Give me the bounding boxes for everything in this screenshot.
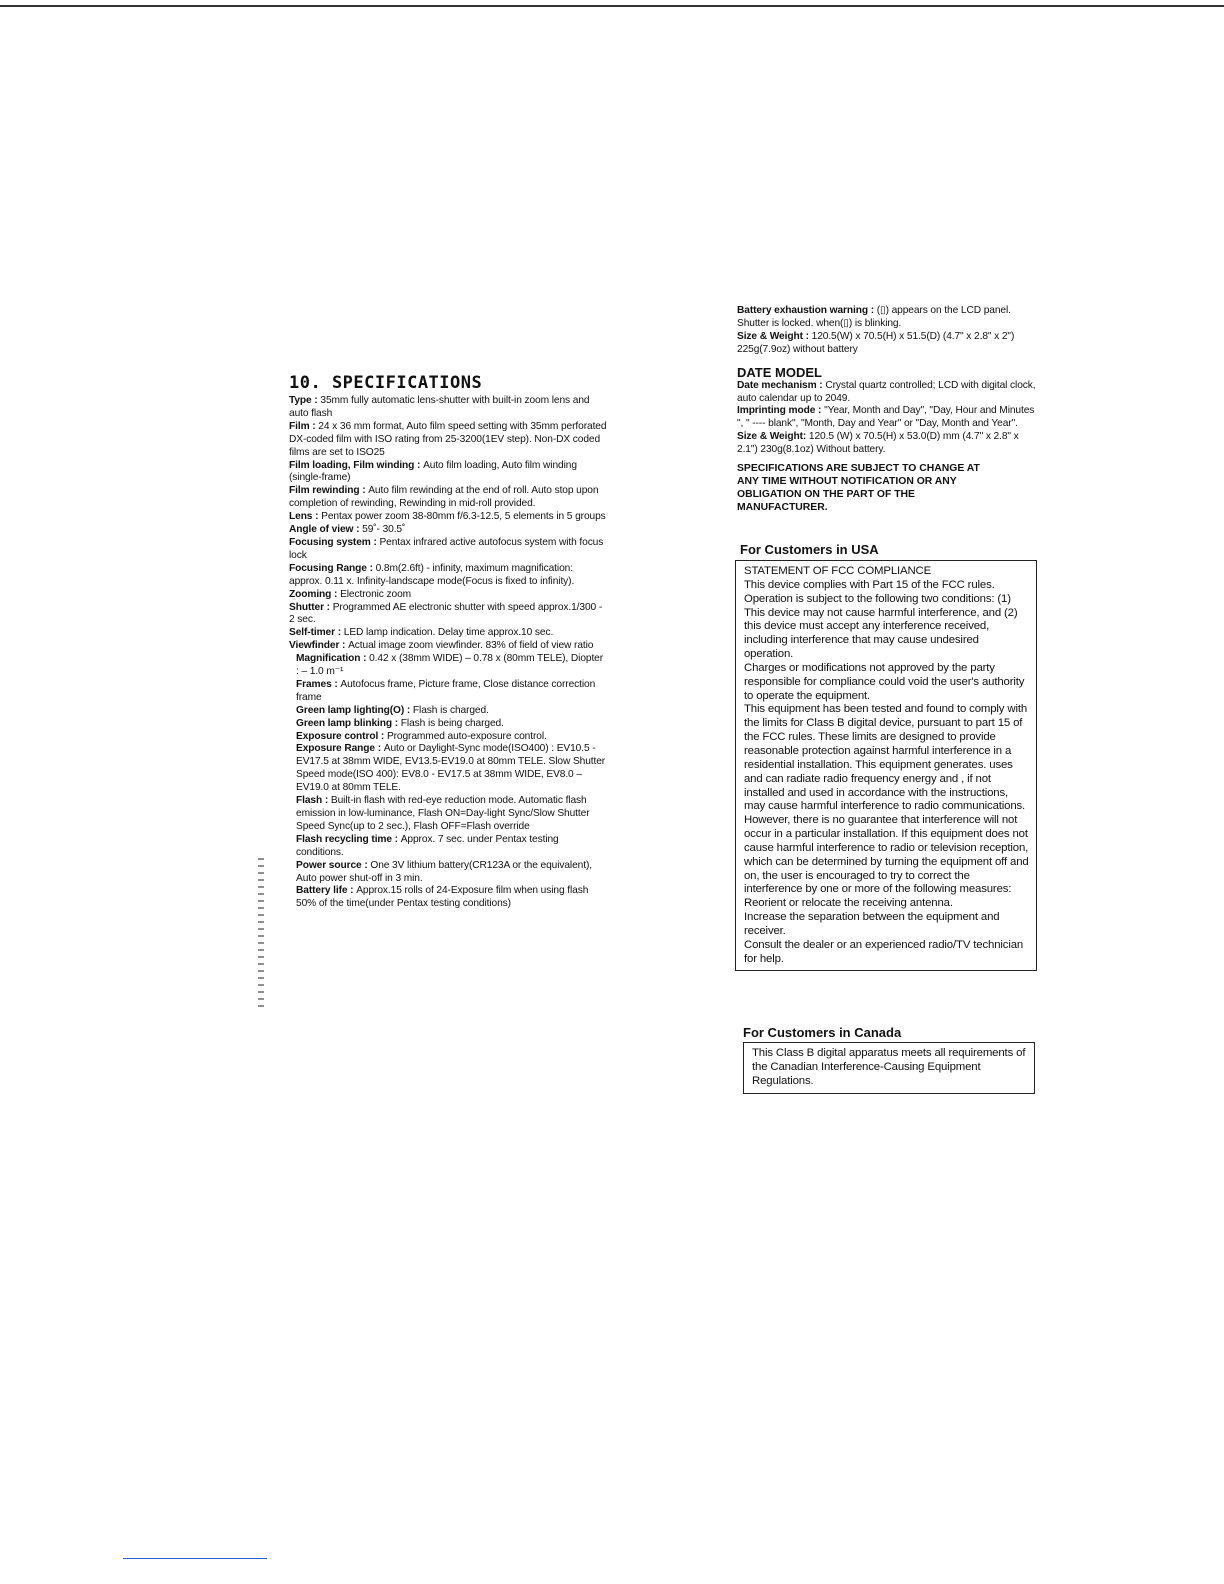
spec-text: Crystal quartz controlled; LCD with digital clock, auto calendar up to 2049. — [737, 379, 1036, 404]
spec-label: Green lamp lighting(O) : — [296, 704, 413, 716]
fcc-statement-box — [735, 560, 1037, 971]
usa-customers-title: For Customers in USA — [740, 542, 879, 557]
spec-label: Lens : — [289, 511, 322, 523]
spec-text: Electronic zoom — [340, 588, 412, 600]
specifications-column — [289, 372, 607, 911]
spec-text: 120.5 (W) x 70.5(H) x 53.0(D) mm (4.7" x 2.8" x 2.1") 230g(8.1oz) Without battery. — [737, 431, 1019, 456]
spec-label: Flash recycling time : — [296, 833, 401, 845]
spec-text: Programmed auto-exposure control. — [386, 730, 547, 742]
canada-statement-box — [743, 1042, 1035, 1094]
battery-warning-item — [737, 305, 1037, 331]
spec-text: Actual image zoom viewfinder. 83% of field of view ratio — [348, 640, 594, 652]
spec-text: 0.8m(2.6ft) - infinity, maximum magnification: approx. 0.11 x. Infinity-landscape mode(Focus is fixed to infinity). — [289, 562, 575, 587]
spec-item — [289, 834, 607, 860]
spec-label: Zooming : — [289, 588, 341, 600]
fcc-measure: Reorient or relocate the receiving antenna. — [744, 897, 953, 910]
spec-item — [289, 743, 607, 795]
spec-text: Programmed AE electronic shutter with speed approx.1/300 - 2 sec. — [289, 601, 603, 626]
spec-item — [289, 563, 607, 589]
date-size-weight-item — [737, 431, 1037, 457]
spec-label: Self-timer : — [289, 627, 344, 639]
spec-text: (▯) appears on the LCD panel. Shutter is locked. when(▯) is blinking. — [737, 305, 1011, 329]
spec-text: Auto or Daylight-Sync mode(ISO400) : EV10.5 - EV17.5 at 38mm WIDE, EV13.5-EV19.0 at 80mm TELE. Slow Shutter Speed mode(ISO 400): EV8.0 - EV17.5 at 38mm WIDE, EV8.0 – EV19.0 at 80mm TELE. — [296, 743, 606, 794]
date-mechanism-item — [737, 380, 1037, 406]
spec-item — [289, 485, 607, 511]
canada-customers-title: For Customers in Canada — [743, 1025, 902, 1040]
fcc-measure: Consult the dealer or an experienced radio/TV technician for help. — [744, 938, 1024, 965]
spec-text: 59˚- 30.5˚ — [362, 524, 406, 536]
spec-label: Focusing system : — [289, 536, 380, 548]
spec-label: Film : — [289, 420, 319, 432]
binding-marks — [258, 858, 264, 1008]
spec-text: Pentax power zoom 38-80mm f/6.3-12.5, 5 elements in 5 groups — [321, 511, 606, 523]
spec-label: Exposure Range : — [296, 743, 384, 755]
spec-label: Shutter : — [289, 601, 333, 613]
spec-label: Battery exhaustion warning : — [737, 305, 877, 316]
spec-text: Flash is being charged. — [400, 717, 504, 729]
spec-item — [289, 731, 607, 744]
spec-label: Flash : — [296, 795, 331, 807]
spec-item — [289, 395, 607, 421]
spec-item — [289, 640, 607, 653]
spec-label: Date mechanism : — [737, 379, 826, 391]
spec-text: "Year, Month and Day", "Day, Hour and Minutes ", " ---- blank", "Month, Day and Year" or "Day, Month and Year". — [737, 405, 1035, 430]
spec-label: Angle of view : — [289, 524, 363, 536]
spec-label: Exposure control : — [296, 730, 387, 742]
fcc-statement-title: STATEMENT OF FCC COMPLIANCE — [744, 565, 932, 577]
fcc-measure: Increase the separation between the equipment and receiver. — [744, 911, 1000, 937]
fcc-paragraph: This equipment has been tested and found to comply with the limits for Class B digital device, pursuant to part 15 of the FCC rules. These limits are designed to provide reasonable protection against harmful interference in a residential installation. This equipment generates. uses and can radiate radio frequency energy and , if not installed and used in accordance with the instructions, may cause harmful interference to radio communications. However, there is no guarantee that interference will not occur in a particular installation. If this equipment does not cause harmful interference to radio or television reception, which can be determined by turning the equipment off and on, the user is encouraged to try to correct the interference by one or more of the following measures: — [744, 703, 1029, 896]
spec-text: 0.42 x (38mm WIDE) – 0.78 x (80mm TELE), Diopter : – 1.0 m⁻¹ — [296, 653, 604, 678]
spec-label: Film rewinding : — [289, 485, 369, 497]
spec-item — [289, 460, 607, 486]
bottom-rule — [123, 1558, 267, 1559]
spec-label: Imprinting mode : — [737, 405, 825, 417]
spec-item — [289, 679, 607, 705]
spec-label: Battery life : — [296, 885, 357, 897]
spec-text: Flash is charged. — [412, 704, 489, 716]
spec-label: Viewfinder : — [289, 640, 349, 652]
spec-label: Magnification : — [296, 653, 370, 665]
spec-item — [289, 795, 607, 834]
spec-label: Size & Weight: — [737, 431, 809, 443]
spec-label: Frames : — [296, 678, 341, 690]
spec-item — [289, 602, 607, 628]
size-weight-item — [737, 331, 1037, 357]
spec-item — [289, 705, 607, 718]
spec-text: 24 x 36 mm format, Auto film speed setting with 35mm perforated DX-coded film with ISO rating from 25-3200(1EV step). Non-DX coded films are set to ISO25 — [289, 420, 607, 458]
spec-label: Type : — [289, 395, 321, 406]
date-model-heading: DATE MODEL — [737, 364, 822, 380]
spec-label: Focusing Range : — [289, 562, 376, 574]
fcc-paragraph: Charges or modifications not approved by the party responsible for compliance could void the user's authority to operate the equipment. — [744, 661, 1025, 702]
spec-text: LED lamp indication. Delay time approx.10 sec. — [343, 627, 554, 639]
spec-item — [289, 511, 607, 524]
spec-text: Autofocus frame, Picture frame, Close distance correction frame — [296, 678, 596, 703]
spec-item — [289, 718, 607, 731]
spec-item — [289, 885, 607, 911]
spec-list — [289, 395, 607, 911]
spec-label: Power source : — [296, 859, 371, 871]
spec-text: Auto film rewinding at the end of roll. Auto stop upon completion of rewinding, Rewinding in mid-roll provided. — [289, 485, 599, 510]
spec-item — [289, 421, 607, 460]
spec-item — [289, 627, 607, 640]
spec-text: 120.5(W) x 70.5(H) x 51.5(D) (4.7" x 2.8" x 2") 225g(7.9oz) without battery — [737, 330, 1015, 355]
top-rule — [0, 5, 1224, 7]
spec-label: Film loading, Film winding : — [289, 459, 424, 471]
section-title: 10. SPECIFICATIONS — [289, 373, 483, 393]
spec-text: One 3V lithium battery(CR123A or the equivalent), Auto power shut-off in 3 min. — [296, 859, 592, 884]
spec-text: Pentax infrared active autofocus system with focus lock — [289, 536, 604, 561]
change-notice: SPECIFICATIONS ARE SUBJECT TO CHANGE AT ANY TIME WITHOUT NOTIFICATION OR ANY OBLIGATION ON THE PART OF THE MANUFACTURER. — [737, 463, 980, 513]
canada-statement-text: This Class B digital apparatus meets all requirements of the Canadian Interference-Causing Equipment Regulations. — [752, 1047, 1026, 1087]
spec-item — [289, 653, 607, 679]
right-column — [737, 305, 1037, 515]
spec-text: 35mm fully automatic lens-shutter with built-in zoom lens and auto flash — [289, 395, 590, 419]
spec-item — [289, 524, 607, 537]
spec-text: Approx. 7 sec. under Pentax testing conditions. — [296, 833, 559, 858]
spec-item — [289, 537, 607, 563]
imprinting-mode-item — [737, 405, 1037, 431]
spec-text: Built-in flash with red-eye reduction mode. Automatic flash emission in low-luminance, Flash ON=Day-light Sync/Slow Shutter Speed Sync(up to 2 sec.), Flash OFF=Flash override — [296, 795, 590, 832]
spec-item — [289, 589, 607, 602]
spec-label: Green lamp blinking : — [296, 717, 401, 729]
spec-label: Size & Weight : — [737, 330, 812, 342]
spec-item — [289, 860, 607, 886]
fcc-paragraph: This device complies with Part 15 of the FCC rules. Operation is subject to the following two conditions: (1) This device may not cause harmful interference, and (2) this device must accept any interference received, including interference that may cause undesired operation. — [744, 578, 1018, 661]
spec-text: Auto film loading, Auto film winding (single-frame) — [289, 459, 577, 484]
spec-text: Approx.15 rolls of 24-Exposure film when using flash 50% of the time(under Pentax testing conditions) — [296, 885, 589, 910]
